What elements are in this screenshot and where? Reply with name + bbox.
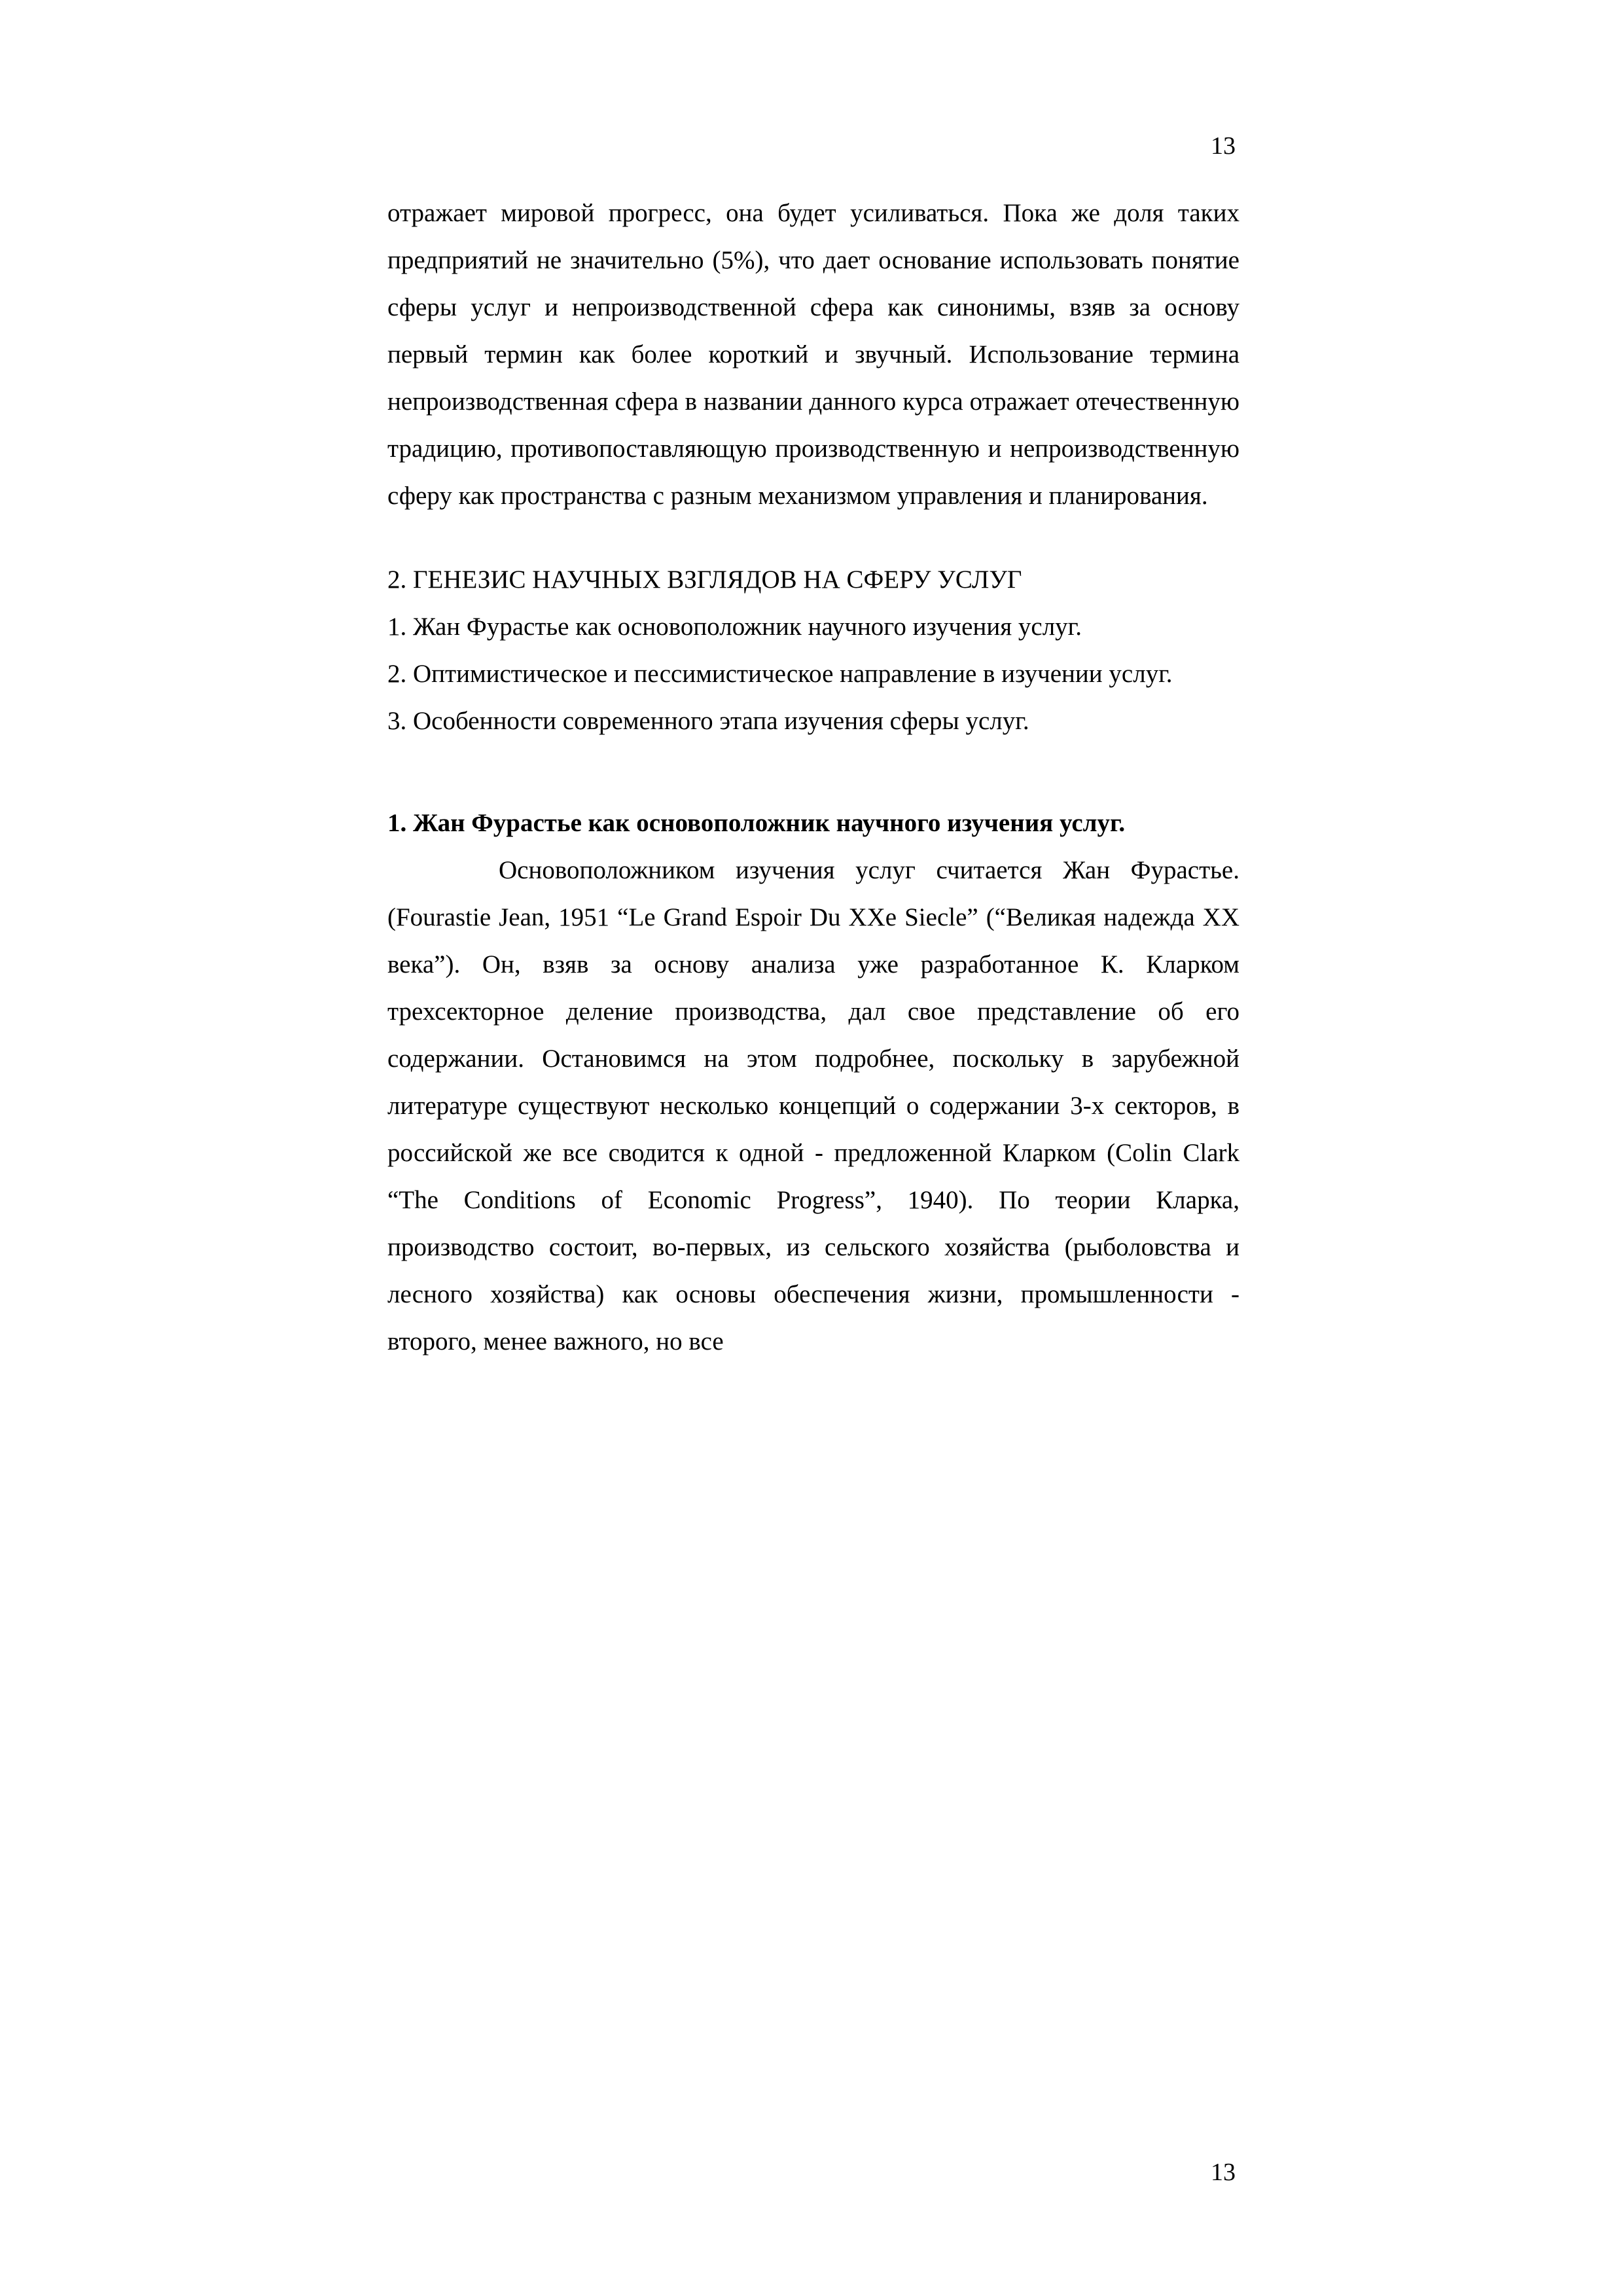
outline-item-3: 3. Особенности современного этапа изучения сферы услуг. xyxy=(387,707,1029,735)
intro-paragraph: отражает мировой прогресс, она будет усиливаться. Пока же доля таких предприятий не значительно (5%), что дает основание использовать понятие сферы услуг и непроизводственной сфера как синонимы, взяв за основу первый термин как более короткий и звучный. Использование термина непроизводственная сфера в названии данного курса отражает отечественную традицию, противопоставляющую производственную и непроизводственную сферу как пространства с разным механизмом управления и планирования. xyxy=(387,199,1240,510)
spacer xyxy=(387,745,1240,800)
subsection-heading: 1. Жан Фурастье как основоположник научного изучения услуг. xyxy=(387,809,1126,837)
page-number-top: 13 xyxy=(1211,132,1236,160)
page-number-bottom: 13 xyxy=(1211,2159,1236,2186)
section-heading: 2. ГЕНЕЗИС НАУЧНЫХ ВЗГЛЯДОВ НА СФЕРУ УСЛУГ xyxy=(387,565,1022,594)
document-body xyxy=(387,190,1240,1365)
outline-item-2: 2. Оптимистическое и пессимистическое направление в изучении услуг. xyxy=(387,660,1173,688)
outline-item-1: 1. Жан Фурастье как основоположник научного изучения услуг. xyxy=(387,613,1082,641)
subsection-paragraph: Основоположником изучения услуг считается Жан Фурастье.(Fourastie Jean, 1951 “Le Grand Espoir Du XXe Siecle” (“Великая надежда XX века”). Он, взяв за основу анализа уже разработанное К. Кларком трехсекторное деление производства, дал свое представление об его содержании. Остановимся на этом подробнее, поскольку в зарубежной литературе существуют несколько концепций о содержании 3-х секторов, в российской же все сводится к одной - предложенной Кларком (Colin Clark “The Conditions of Economic Progress”, 1940). По теории Кларка, производство состоит, во-первых, из сельского хозяйства (рыболовства и лесного хозяйства) как основы обеспечения жизни, промышленности - второго, менее важного, но все xyxy=(387,856,1240,1355)
spacer xyxy=(387,520,1240,556)
